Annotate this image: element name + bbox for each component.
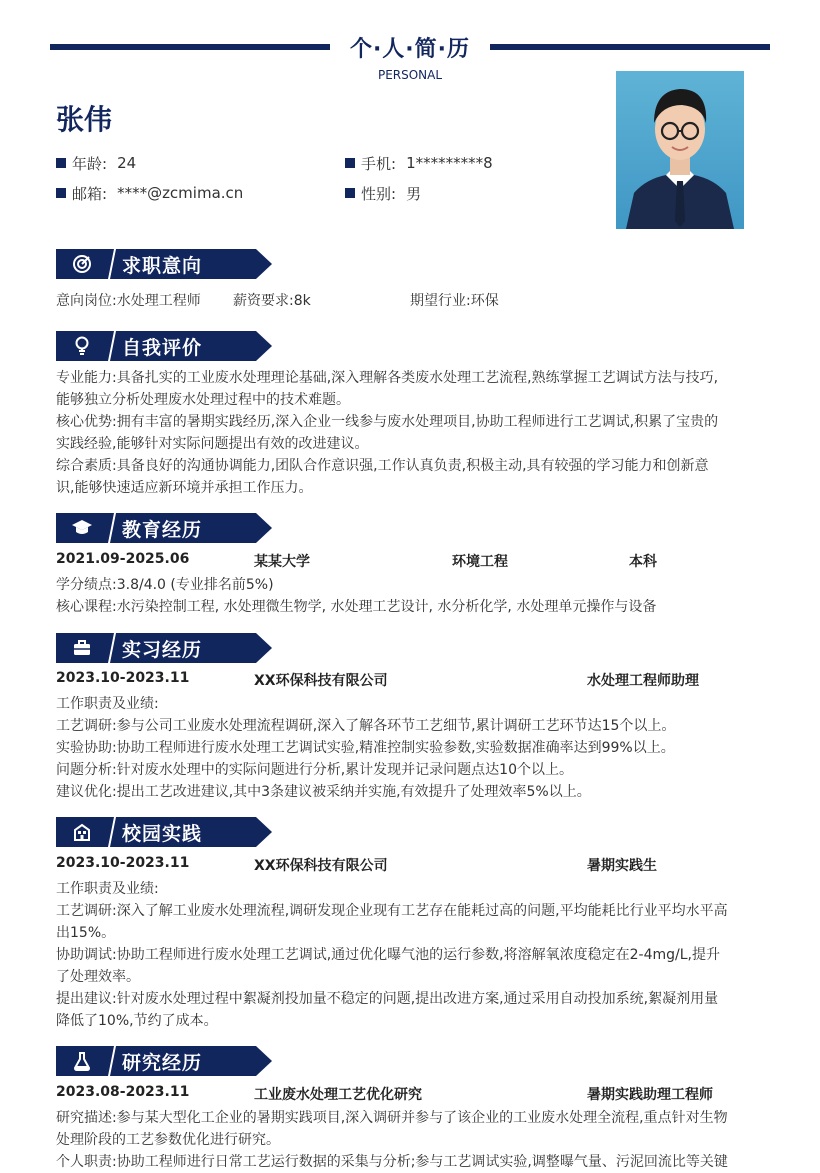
- research-project: 工业废水处理工艺优化研究: [254, 1087, 422, 1103]
- section-header-education: [56, 513, 272, 543]
- campus-date: 2023.10-2023.11: [56, 855, 190, 871]
- age-value: 24: [117, 154, 137, 172]
- campus-line: 工作职责及业绩:: [56, 881, 159, 897]
- education-date: 2021.09-2025.06: [56, 551, 190, 567]
- internship-line: 工作职责及业绩:: [56, 696, 159, 712]
- education-school: 某某大学: [254, 554, 310, 570]
- gender-label: 性别:: [361, 184, 397, 203]
- campus-line: 降低了10%,节约了成本。: [56, 1013, 218, 1029]
- section-title-campus: 校园实践: [122, 822, 203, 845]
- resume-subtitle: PERSONAL: [377, 68, 443, 82]
- email-value: ****@zcmima.cn: [117, 184, 244, 202]
- intent-industry: 期望行业:环保: [410, 293, 499, 309]
- resume-title: 个·人·简·历: [349, 37, 471, 62]
- campus-company: XX环保科技有限公司: [254, 858, 388, 874]
- campus-line: 提出建议:针对废水处理过程中絮凝剂投加量不稳定的问题,提出改进方案,通过采用自动投加系统,絮凝剂用量: [56, 991, 719, 1007]
- section-title-intent: 求职意向: [122, 254, 203, 277]
- section-title-self: 自我评价: [122, 336, 203, 359]
- briefcase-icon: [56, 633, 108, 663]
- internship-line: 实验协助:协助工程师进行废水处理工艺调试实验,精准控制实验参数,实验数据准确率达到99%以上。: [56, 740, 675, 756]
- gender-value: 男: [406, 184, 422, 203]
- education-degree: 本科: [629, 554, 657, 570]
- self-line: 识,能够快速适应新环境并承担工作压力。: [56, 480, 313, 496]
- section-header-campus: [56, 817, 272, 847]
- bullet-square-icon: [56, 188, 66, 198]
- section-header-internship: [56, 633, 272, 663]
- gender-field: [345, 183, 421, 203]
- campus-role: 暑期实践生: [587, 858, 657, 874]
- building-icon: [56, 817, 108, 847]
- intent-salary: 薪资要求:8k: [233, 293, 311, 309]
- email-field: [56, 183, 243, 203]
- age-field: [56, 153, 136, 173]
- section-title-research: 研究经历: [122, 1051, 203, 1074]
- intent-position: 意向岗位:水处理工程师: [56, 293, 201, 309]
- bullet-square-icon: [345, 188, 355, 198]
- profile-photo: [616, 71, 744, 229]
- bullet-square-icon: [56, 158, 66, 168]
- section-header-intent: [56, 249, 272, 279]
- internship-line: 问题分析:针对废水处理中的实际问题进行分析,累计发现并记录问题点达10个以上。: [56, 762, 573, 778]
- section-title-internship: 实习经历: [122, 638, 203, 661]
- section-title-education: 教育经历: [122, 518, 203, 541]
- research-role: 暑期实践助理工程师: [587, 1087, 713, 1103]
- research-date: 2023.08-2023.11: [56, 1084, 190, 1100]
- campus-line: 了处理效率。: [56, 969, 140, 985]
- research-line: 研究描述:参与某大型化工企业的暑期实践项目,深入调研并参与了该企业的工业废水处理全流程,重点针对生物: [56, 1110, 728, 1126]
- internship-line: 建议优化:提出工艺改进建议,其中3条建议被采纳并实施,有效提升了处理效率5%以上。: [56, 784, 591, 800]
- age-label: 年龄:: [72, 154, 108, 173]
- self-line: 综合素质:具备良好的沟通协调能力,团队合作意识强,工作认真负责,积极主动,具有较强的学习能力和创新意: [56, 458, 709, 474]
- self-line: 核心优势:拥有丰富的暑期实践经历,深入企业一线参与废水处理项目,协助工程师进行工艺调试,积累了宝贵的: [56, 414, 719, 430]
- phone-field: [345, 153, 493, 173]
- education-courses: 核心课程:水污染控制工程, 水处理微生物学, 水处理工艺设计, 水分析化学, 水处理单元操作与设备: [56, 599, 657, 615]
- campus-header-row: [56, 855, 768, 875]
- campus-line: 协助调试:协助工程师进行废水处理工艺调试,通过优化曝气池的运行参数,将溶解氧浓度稳定在2-4mg/L,提升: [56, 947, 720, 963]
- education-gpa: 学分绩点:3.8/4.0 (专业排名前5%): [56, 577, 274, 593]
- education-major: 环境工程: [452, 554, 508, 570]
- header-rule-right: [490, 44, 770, 50]
- header-rule-left: [50, 44, 330, 50]
- internship-role: 水处理工程师助理: [587, 673, 699, 689]
- section-header-research: [56, 1046, 272, 1076]
- campus-line: 工艺调研:深入了解工业废水处理流程,调研发现企业现有工艺存在能耗过高的问题,平均能耗比行业平均水平高: [56, 903, 728, 919]
- target-icon: [56, 249, 108, 279]
- candidate-name: 张伟: [56, 103, 113, 136]
- intent-row: [56, 290, 768, 312]
- campus-line: 出15%。: [56, 925, 116, 941]
- internship-header-row: [56, 670, 768, 690]
- internship-date: 2023.10-2023.11: [56, 670, 190, 686]
- phone-label: 手机:: [361, 154, 397, 173]
- email-label: 邮箱:: [72, 184, 108, 203]
- internship-line: 工艺调研:参与公司工业废水处理流程调研,深入了解各环节工艺细节,累计调研工艺环节达15个以上。: [56, 718, 676, 734]
- self-line: 专业能力:具备扎实的工业废水处理理论基础,深入理解各类废水处理工艺流程,熟练掌握工艺调试方法与技巧,: [56, 370, 719, 386]
- research-line: 处理阶段的工艺参数优化进行研究。: [56, 1132, 280, 1148]
- research-line: 个人职责:协助工程师进行日常工艺运行数据的采集与分析;参与工艺调试实验,调整曝气量、污泥回流比等关键: [56, 1154, 728, 1170]
- phone-value: 1*********8: [406, 154, 493, 172]
- lightbulb-icon: [56, 331, 108, 361]
- bullet-square-icon: [345, 158, 355, 168]
- flask-icon: [56, 1046, 108, 1076]
- internship-company: XX环保科技有限公司: [254, 673, 388, 689]
- self-line: 实践经验,能够针对实际问题提出有效的改进建议。: [56, 436, 369, 452]
- self-line: 能够独立分析处理废水处理过程中的技术难题。: [56, 392, 350, 408]
- research-header-row: [56, 1084, 768, 1104]
- graduation-cap-icon: [56, 513, 108, 543]
- section-header-self: [56, 331, 272, 361]
- education-header-row: [56, 551, 768, 571]
